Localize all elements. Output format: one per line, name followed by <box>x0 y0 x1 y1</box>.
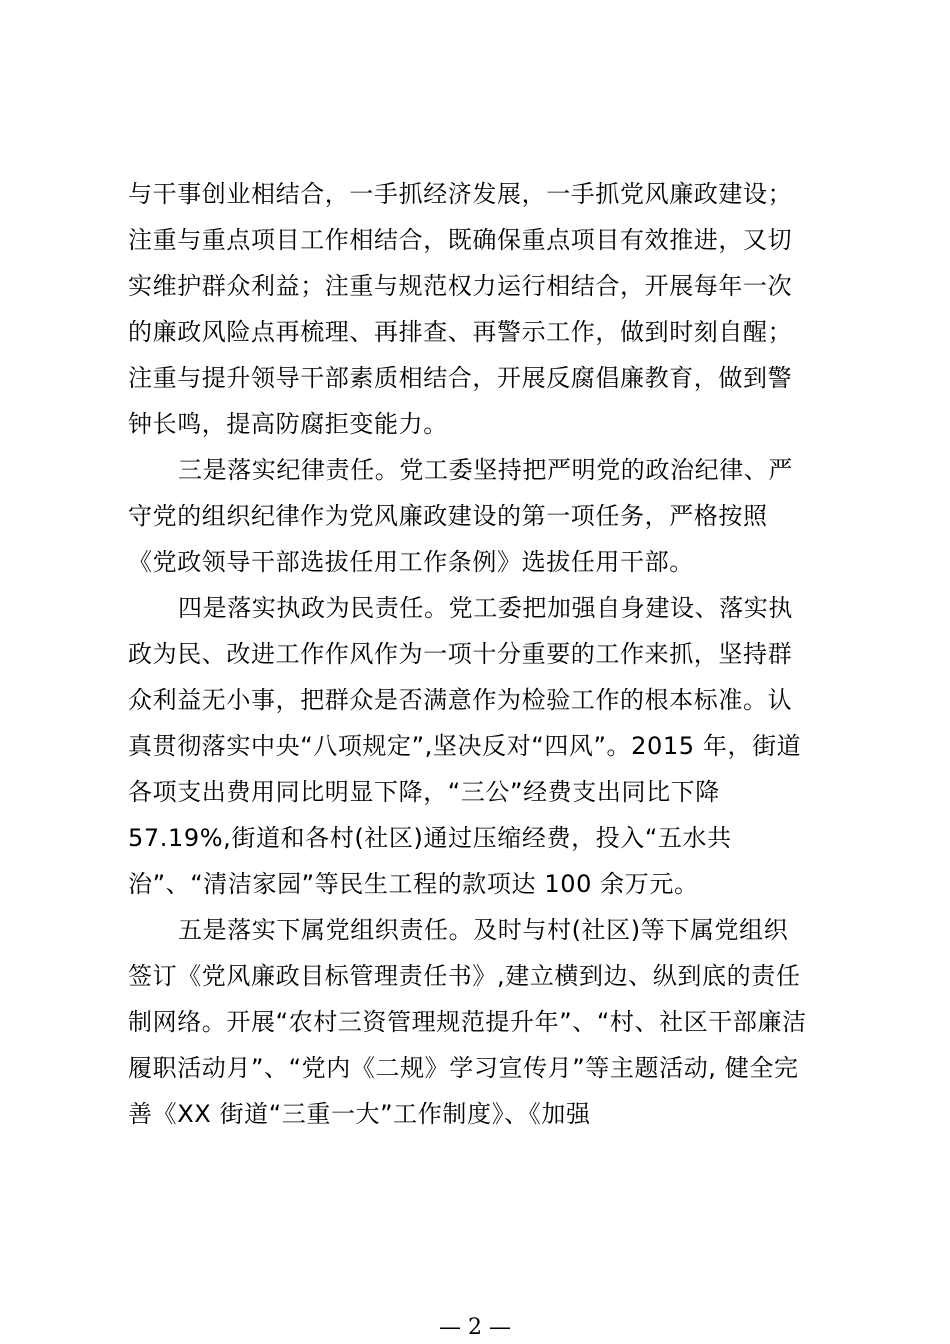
text-line: 57.19%,街道和各村(社区)通过压缩经费，投入“五水共 <box>128 824 732 852</box>
text-line: 钟长鸣，提高防腐拒变能力。 <box>128 410 448 438</box>
text-line: 真贯彻落实中央“八项规定”,坚决反对“四风”。2015 年，街道 <box>128 732 802 760</box>
text-line: 与干事创业相结合，一手抓经济发展，一手抓党风廉政建设； <box>128 180 793 208</box>
paragraph-first-line: 五是落实下属党组织责任。及时与村(社区)等下属党组织 <box>178 916 789 944</box>
text-line: 《党政领导干部选拔任用工作条例》选拔任用干部。 <box>128 548 694 576</box>
page-number: — 2 — <box>439 1315 511 1340</box>
paragraph-first-line: 三是落实纪律责任。党工委坚持把严明党的政治纪律、严 <box>178 456 793 484</box>
text-line: 签订《党风廉政目标管理责任书》,建立横到边、纵到底的责任 <box>128 962 801 990</box>
text-line: 善《XX 街道“三重一大”工作制度》、《加强 <box>128 1100 591 1128</box>
paragraph-first-line: 四是落实执政为民责任。党工委把加强自身建设、落实执 <box>178 594 793 622</box>
text-line: 注重与提升领导干部素质相结合，开展反腐倡廉教育，做到警 <box>128 364 793 392</box>
text-line: 治”、“清洁家园”等民生工程的款项达 100 余万元。 <box>128 870 699 898</box>
text-line: 实维护群众利益；注重与规范权力运行相结合，开展每年一次 <box>128 272 793 300</box>
text-line: 各项支出费用同比明显下降，“三公”经费支出同比下降 <box>128 778 720 806</box>
text-line: 众利益无小事，把群众是否满意作为检验工作的根本标准。认 <box>128 686 793 714</box>
text-line: 履职活动月”、“党内《二规》学习宣传月”等主题活动, 健全完 <box>128 1054 799 1082</box>
text-line: 制网络。开展“农村三资管理规范提升年”、“村、社区干部廉洁 <box>128 1008 807 1036</box>
text-line: 的廉政风险点再梳理、再排查、再警示工作，做到时刻自醒； <box>128 318 793 346</box>
text-line: 政为民、改进工作作风作为一项十分重要的工作来抓，坚持群 <box>128 640 793 668</box>
text-line: 守党的组织纪律作为党风廉政建设的第一项任务，严格按照 <box>128 502 768 530</box>
text-line: 注重与重点项目工作相结合，既确保重点项目有效推进，又切 <box>128 226 793 254</box>
